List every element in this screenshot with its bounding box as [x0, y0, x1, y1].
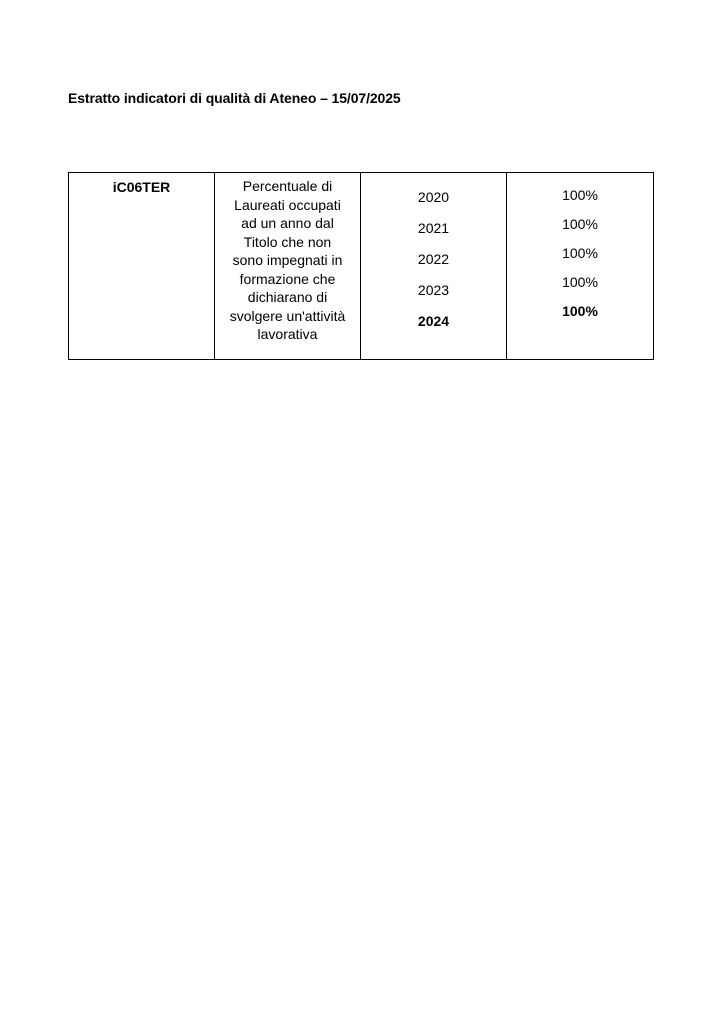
- page-title: Estratto indicatori di qualità di Ateneo – 15/07/2025: [68, 90, 401, 106]
- indicator-code: iC06TER: [112, 179, 171, 195]
- description-line: svolgere un'attività: [229, 307, 346, 324]
- description-line: sono impegnati in: [232, 252, 343, 268]
- year-item: 2022: [417, 251, 450, 267]
- description-line: Percentuale di: [242, 178, 333, 194]
- year-item: 2021: [417, 220, 450, 236]
- description-line: dichiarano di: [247, 289, 328, 305]
- value-item: 100%: [562, 216, 598, 232]
- value-item: 100%: [562, 245, 598, 261]
- indicator-table: [68, 172, 654, 360]
- value-item: 100%: [562, 274, 598, 290]
- description-line: formazione che: [239, 270, 336, 287]
- years-cell: [361, 173, 507, 360]
- description-line: lavorativa: [257, 326, 318, 342]
- indicator-description: [215, 173, 360, 344]
- year-item-current: 2024: [417, 313, 450, 329]
- value-item-current: 100%: [562, 303, 598, 319]
- values-cell: [507, 173, 654, 360]
- indicator-description-cell: [215, 173, 361, 360]
- value-list: [507, 173, 653, 330]
- year-item: 2023: [417, 282, 450, 298]
- description-line: Titolo che non: [243, 233, 332, 250]
- description-line: Laureati occupati: [234, 196, 341, 213]
- indicator-code-cell: [69, 173, 215, 360]
- year-list: [361, 173, 506, 342]
- year-item: 2020: [417, 189, 450, 205]
- description-line: ad un anno dal: [241, 215, 334, 231]
- value-item: 100%: [562, 187, 598, 203]
- table-row: [69, 173, 654, 360]
